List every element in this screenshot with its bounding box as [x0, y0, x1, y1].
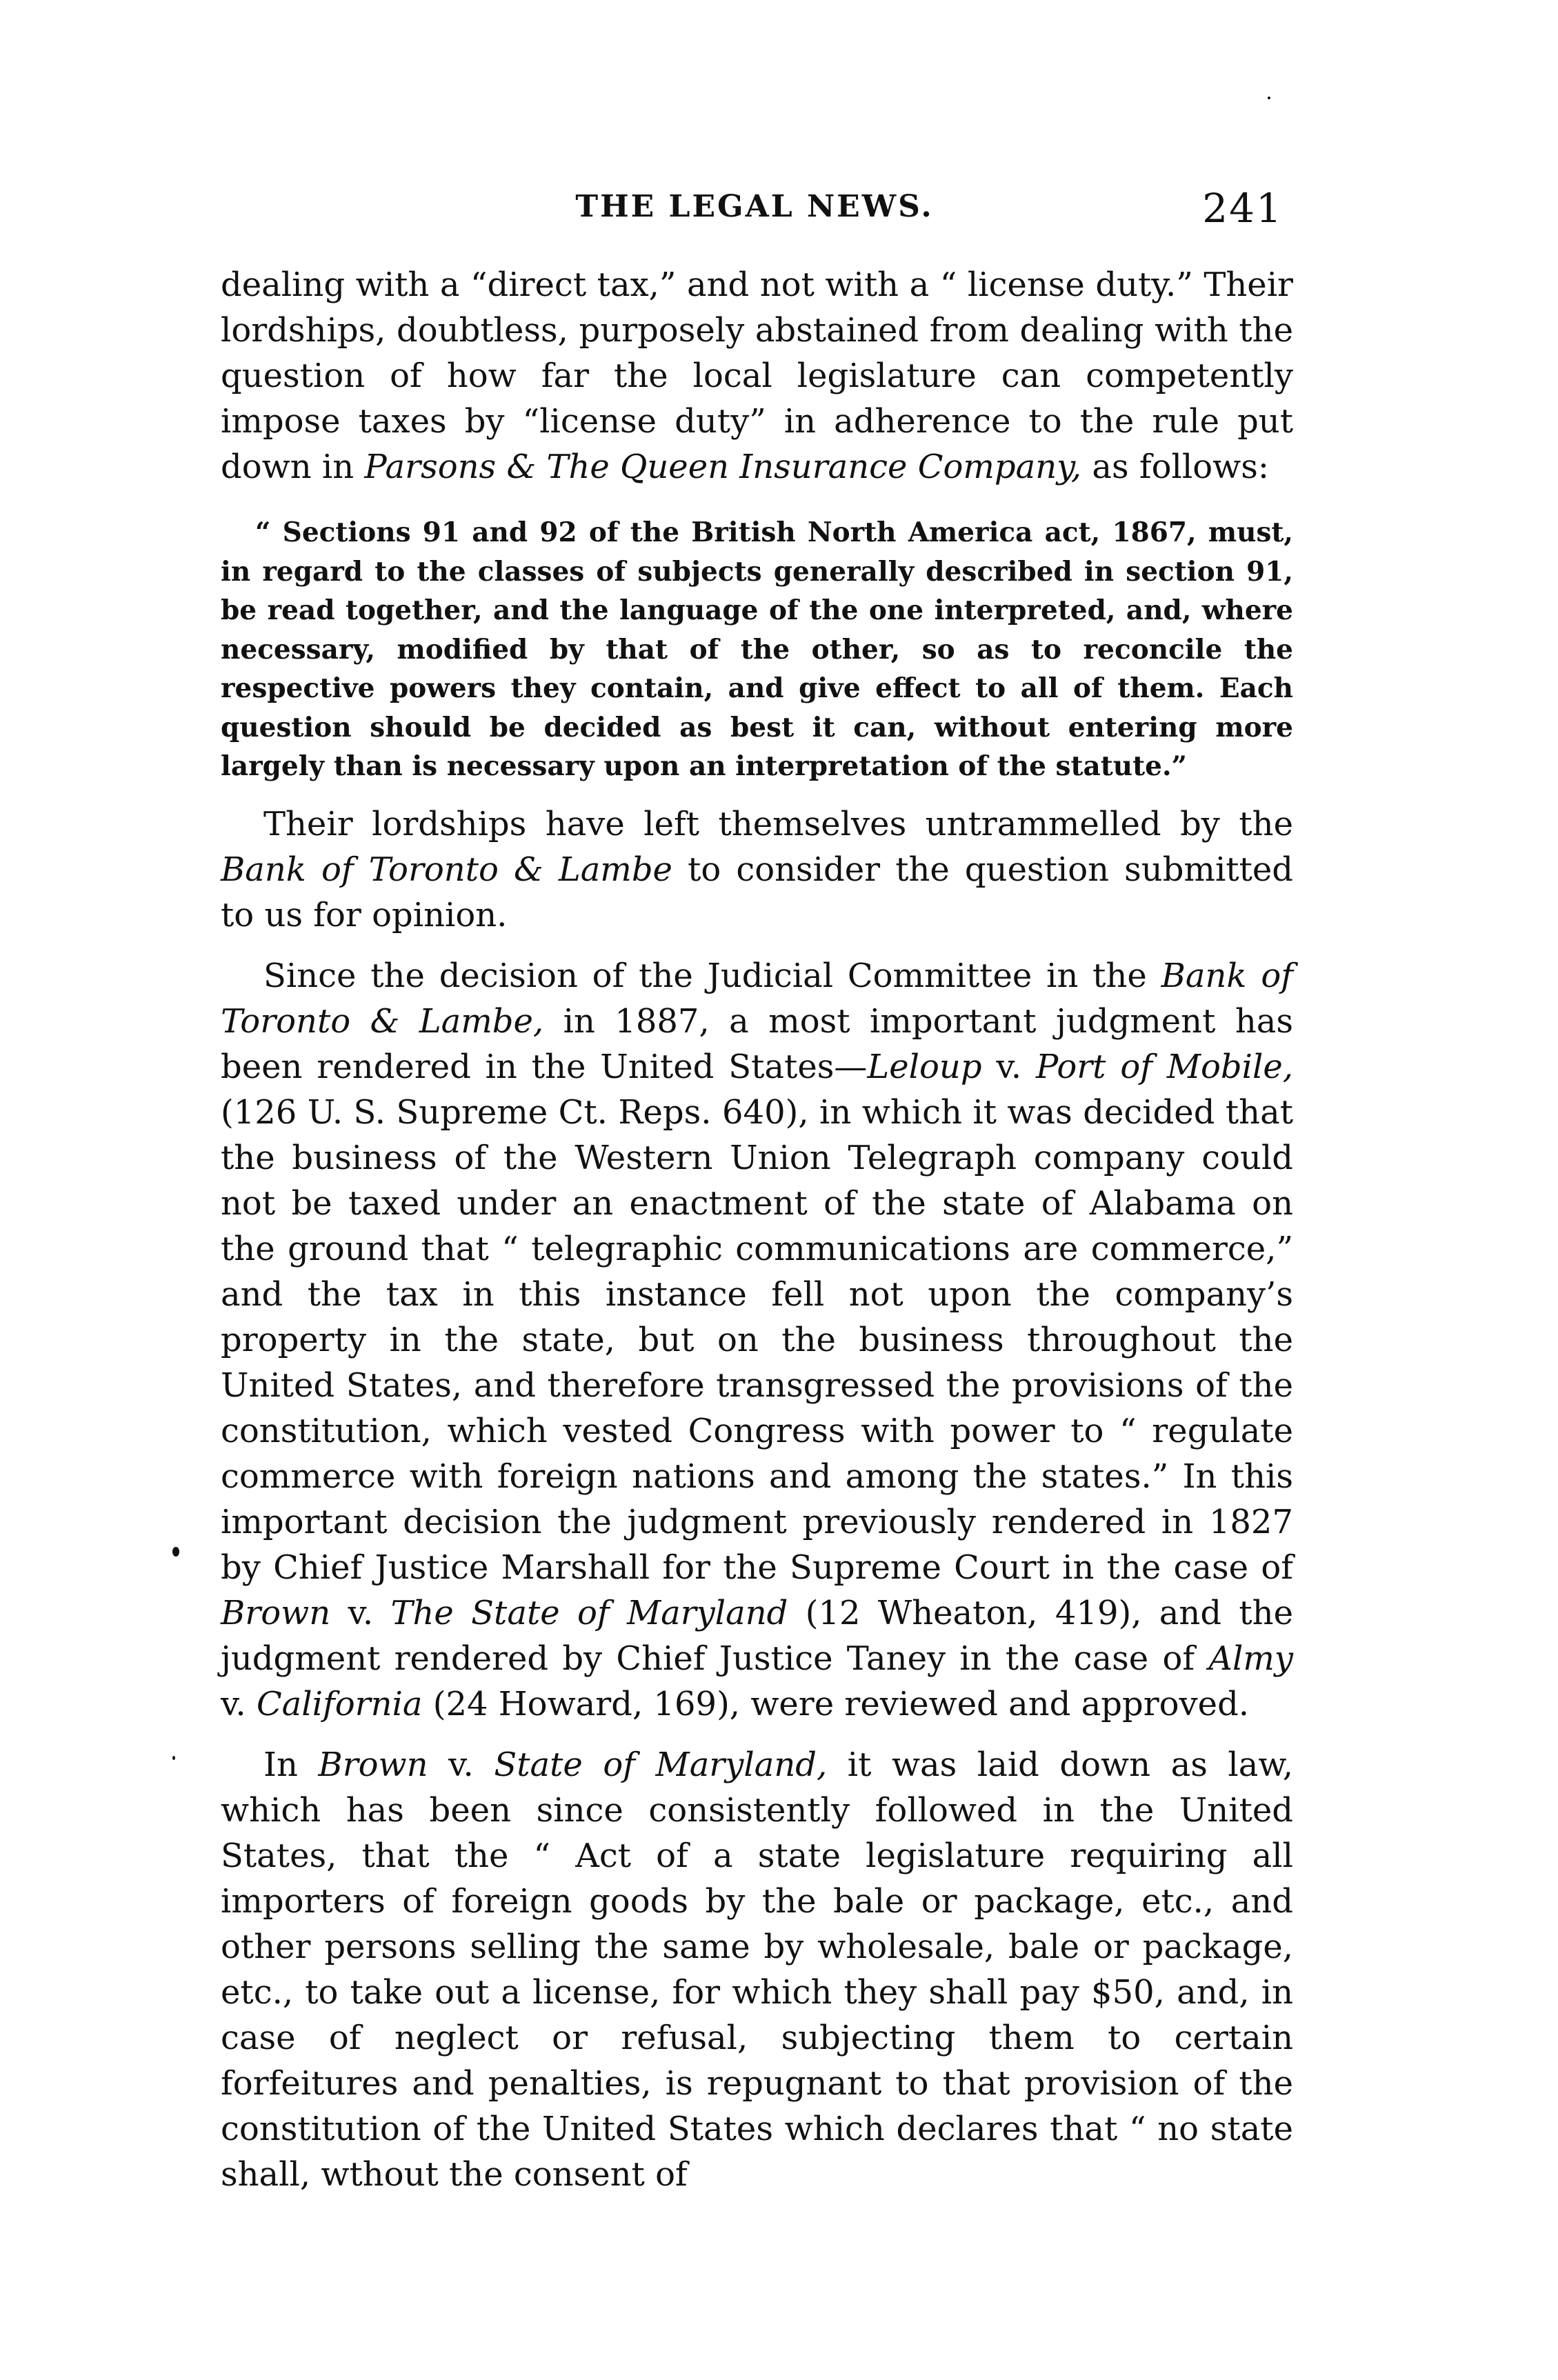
p1-text-2: as follows:: [1081, 448, 1270, 486]
p1-text-1: dealing with a “direct tax,” and not with a “ license duty.” Their lordships, doubtless, purposely abstained from dealing with the question of how far the local legislature can competently impose taxes by “license duty” in adherence to the rule put down in: [221, 266, 1293, 486]
p3-text-4: (126 U. S. Supreme Ct. Reps. 640), in which it was decided that the business of the Western Union Telegraph company could not be taxed under an enactment of the state of Alabama on the ground that “ telegraphic communications are commerce,” and the tax in this instance fell not upon the company’s property in the state, but on the business throughout the United States, and therefore transgressed the provisions of the constitution, which vested Congress with power to “ regulate commerce with foreign nations and among the states.” In this important decision the judgment previously rendered in 1827 by Chief Justice Marshall for the Supreme Court in the case of: [221, 1092, 1293, 1587]
p3-case-5: The State of Maryland: [390, 1593, 788, 1632]
margin-ink-speck: [172, 1756, 175, 1760]
p3-text-1: Since the decision of the Judicial Committee in the: [263, 956, 1161, 995]
block-quote: “ Sections 91 and 92 of the British North America act, 1867, must, in regard to the classes of subjects generally described in section 91, be read together, and the language of the one interpreted, and, where necessary, modified by that of the other, so as to reconcile the respective powers they contain, and give effect to all of them. Each question should be decided as best it can, without entering more largely than is necessary upon an interpretation of the statute.”: [221, 517, 1293, 782]
paragraph-4: [221, 1742, 1293, 2197]
p4-case-2: State of Maryland,: [494, 1745, 828, 1784]
running-title: THE LEGAL NEWS.: [575, 189, 934, 224]
p3-case-4: Brown: [221, 1593, 331, 1632]
p3-case-2: Leloup: [867, 1047, 982, 1086]
p3-text-6: (12 Wheaton, 419), and the judgment rendered by Chief Justice Taney in the case of: [221, 1593, 1294, 1678]
p3-text-5: v.: [330, 1593, 391, 1632]
paragraph-1: [221, 262, 1293, 490]
p2-text-2: to consider the question submitted to us for opinion.: [221, 850, 1294, 934]
p3-case-6: Almy: [1208, 1639, 1293, 1678]
p4-text-1: In: [263, 1745, 319, 1784]
paragraph-3: [221, 953, 1293, 1727]
p4-case-1: Brown: [318, 1745, 428, 1784]
p3-text-7: v.: [221, 1684, 257, 1723]
p2-case-1: Bank of Toronto & Lambe: [221, 850, 672, 889]
p3-text-2: in 1887, a most important judgment has been rendered in the United States—: [221, 1001, 1293, 1086]
body-text: [221, 262, 1293, 2197]
margin-ink-speck: [1268, 97, 1270, 99]
p3-case-3: Port of Mobile,: [1035, 1047, 1294, 1086]
page-number: 241: [1202, 185, 1283, 232]
p4-text-2: v.: [428, 1745, 495, 1784]
p2-text-1: Their lordships have left themselves untrammelled by the: [263, 804, 1293, 843]
p4-text-3: it was laid down as law, which has been since consistently followed in the United States, that the “ Act of a state legislature requiring all importers of foreign goods by the bale or package, etc., and other persons selling the same by wholesale, bale or package, etc., to take out a license, for which they shall pay $50, and, in case of neglect or refusal, subjecting them to certain forfeitures and penalties, is repugnant to that provision of the constitution of the United States which declares that “ no state shall, wthout the consent of: [221, 1745, 1294, 2194]
p1-case-1: Parsons & The Queen Insurance Company,: [364, 448, 1082, 486]
paragraph-2: [221, 801, 1293, 938]
page-header: [219, 185, 1290, 233]
p3-text-8: (24 Howard, 169), were reviewed and approved.: [422, 1684, 1250, 1723]
p3-text-3: v.: [981, 1047, 1036, 1086]
p3-case-1: Bank of Toronto & Lambe,: [221, 956, 1294, 1041]
p3-case-7: California: [256, 1684, 423, 1723]
margin-ink-dot: [172, 1547, 179, 1557]
